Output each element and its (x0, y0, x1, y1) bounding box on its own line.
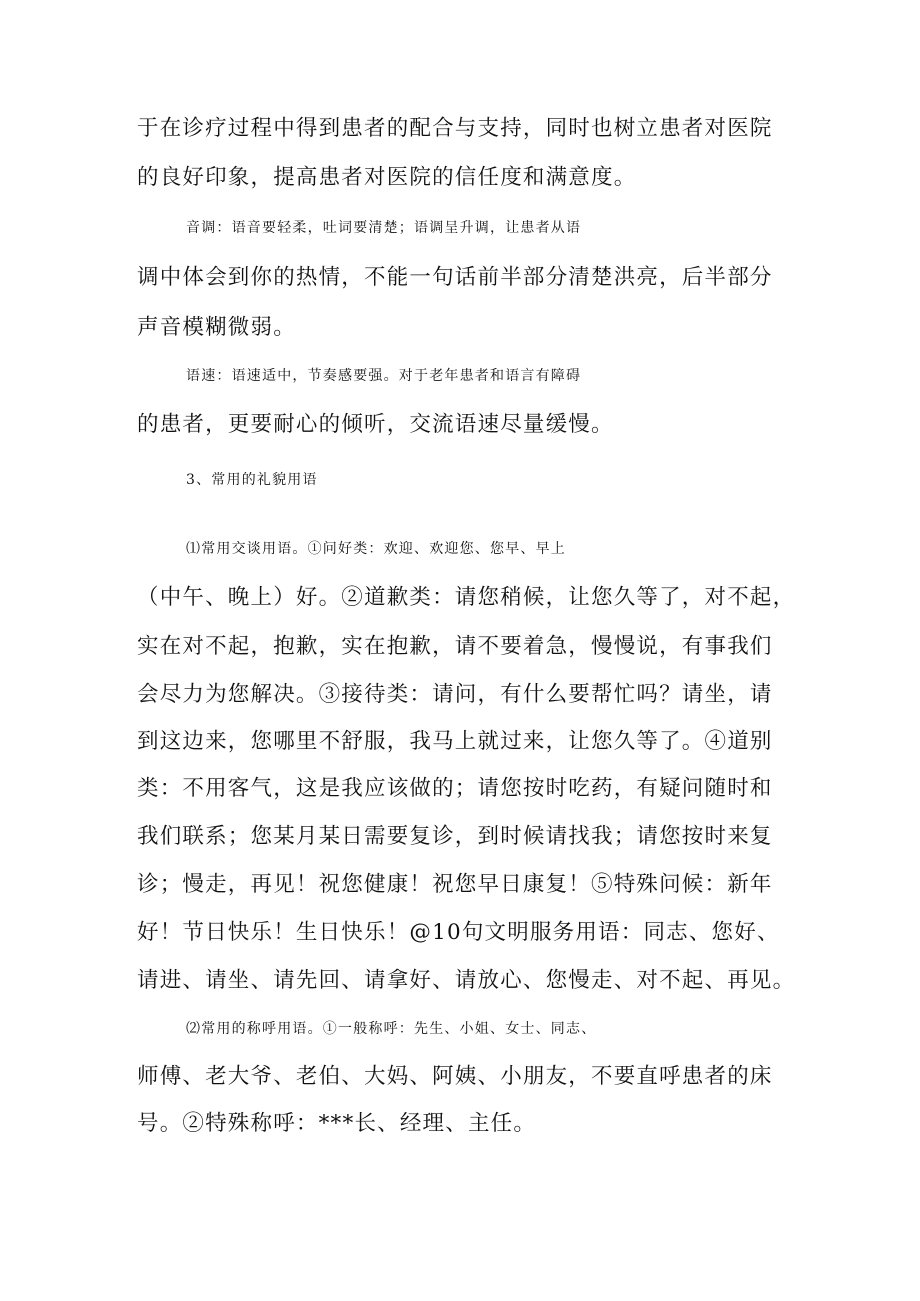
text-line: 会尽力为您解决。③接待类：请问，有什么要帮忙吗？请坐，请 (137, 682, 773, 707)
text-line: 到这边来，您哪里不舒服，我马上就过来，让您久等了。④道别 (137, 729, 773, 754)
text-line: 于在诊疗过程中得到患者的配合与支持，同时也树立患者对医院 (137, 116, 773, 141)
text-line: 的患者，更要耐心的倾听，交流语速尽量缓慢。 (137, 412, 614, 437)
text-line: 类：不用客气，这是我应该做的；请您按时吃药，有疑问随时和 (137, 776, 773, 801)
paragraph-start-line: 音调：语音要轻柔，吐词要清楚；语调呈升调，让患者从语 (186, 220, 582, 236)
paragraph-start-line: 语速：语速适中，节奏感要强。对于老年患者和语言有障碍 (186, 368, 582, 384)
text-line: （中午、晚上）好。②道歉类：请您稍候，让您久等了，对不起， (137, 585, 796, 610)
paragraph-start-line: ⑴常用交谈用语。①问好类：欢迎、欢迎您、您早、早上 (186, 541, 566, 557)
section-heading: 3、常用的礼貌用语 (186, 472, 318, 488)
text-line: 诊；慢走，再见！祝您健康！祝您早日康复！⑤特殊问候：新年 (137, 872, 773, 897)
text-line: 师傅、老大爷、老伯、大妈、阿姨、小朋友，不要直呼患者的床 (137, 1064, 773, 1089)
text-line: 好！节日快乐！生日快乐！@10句文明服务用语：同志、您好、 (137, 920, 780, 945)
text-line: 号。②特殊称呼：***长、经理、主任。 (137, 1111, 537, 1136)
text-line: 请进、请坐、请先回、请拿好、请放心、您慢走、对不起、再见。 (137, 968, 796, 993)
paragraph-start-line: ⑵常用的称呼用语。①一般称呼：先生、小姐、女士、同志、 (186, 1021, 597, 1037)
text-line: 声音模糊微弱。 (137, 315, 296, 340)
text-line: 调中体会到你的热情，不能一句话前半部分清楚洪亮，后半部分 (137, 265, 773, 290)
text-line: 实在对不起，抱歉，实在抱歉，请不要着急，慢慢说，有事我们 (137, 634, 773, 659)
text-line: 我们联系；您某月某日需要复诊，到时候请找我；请您按时来复 (137, 824, 773, 849)
text-line: 的良好印象，提高患者对医院的信任度和满意度。 (137, 165, 637, 190)
